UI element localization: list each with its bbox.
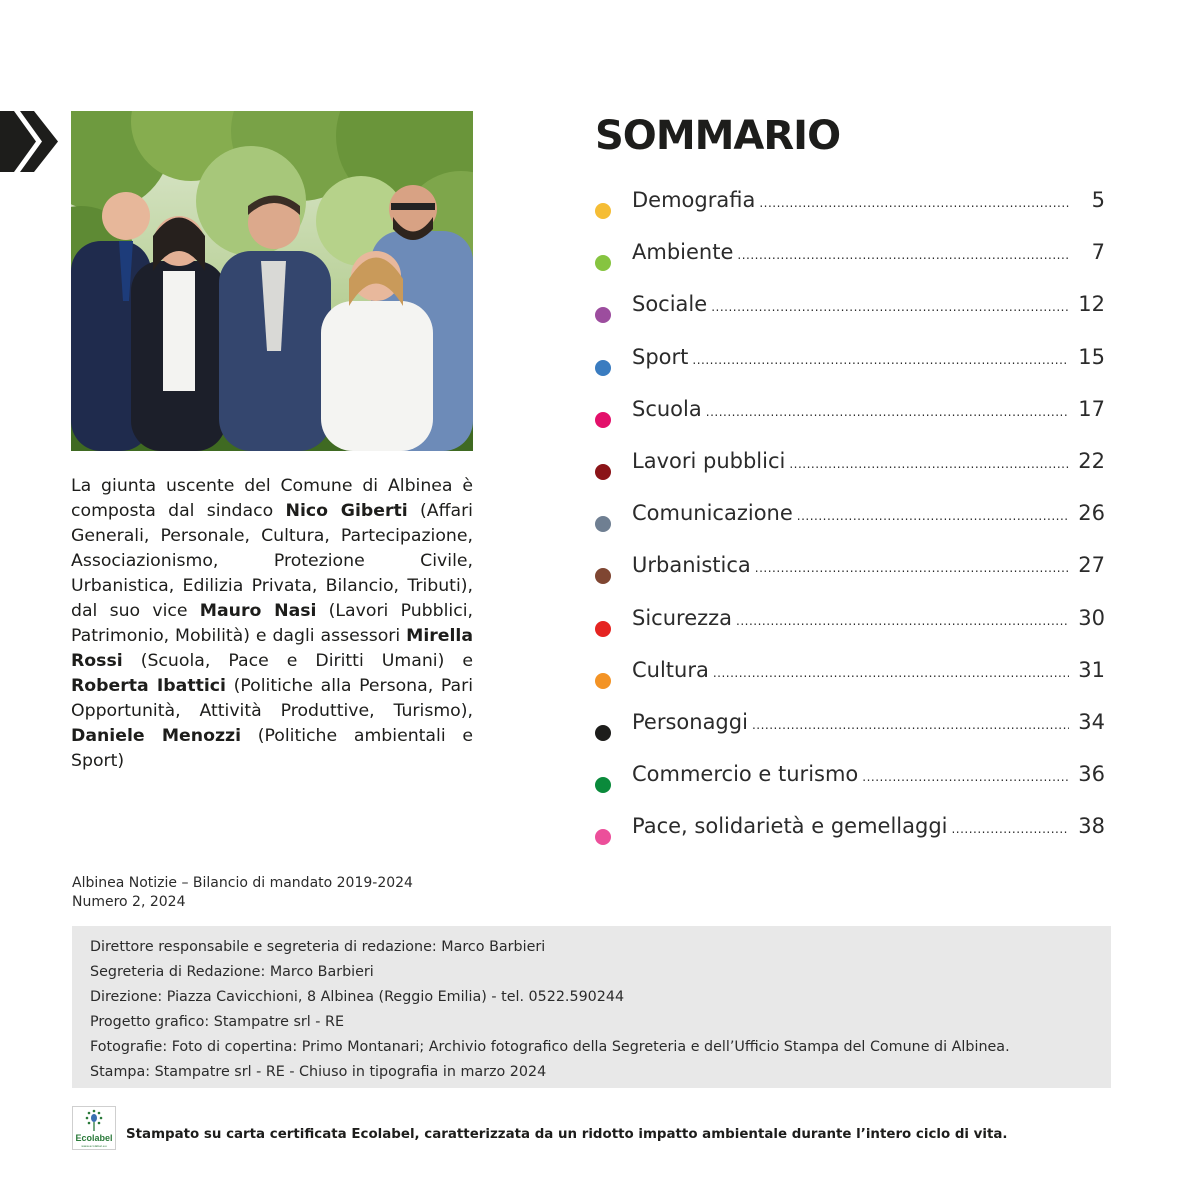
toc-entry-label: Demografia: [632, 188, 756, 212]
credit-line: Direttore responsabile e segreteria di redazione: Marco Barbieri: [90, 939, 546, 955]
toc-entry-label: Commercio e turismo: [632, 762, 859, 787]
toc-page-number: 27: [1078, 553, 1105, 578]
toc-page-number: 7: [1091, 240, 1105, 265]
credit-line: Stampa: Stampatre srl - RE - Chiuso in tipografia in marzo 2024: [90, 1064, 547, 1080]
dotted-leader: [862, 770, 1069, 784]
toc-entry-label: Comunicazione: [632, 501, 793, 526]
bullet-dot-icon: [595, 307, 611, 323]
toc-page-number: 17: [1078, 396, 1105, 421]
publication-title: Albinea Notizie – Bilancio di mandato 2019-2024: [72, 875, 413, 891]
toc-entry-label: Sicurezza: [632, 605, 733, 630]
imprint: [72, 874, 413, 912]
bullet-dot-icon: [595, 203, 611, 219]
toc-entry[interactable]: [595, 814, 1105, 866]
dotted-leader: [951, 822, 1069, 836]
ecolabel-logo-text: Ecolabel: [75, 1133, 113, 1143]
toc-entry[interactable]: [595, 292, 1105, 344]
dotted-leader: [737, 248, 1069, 262]
toc-page-number: 22: [1078, 448, 1105, 473]
caption-text: La giunta uscente del Comune di Albinea è composta dal sindaco: [71, 476, 473, 521]
toc-page-number: 30: [1078, 605, 1105, 630]
dotted-leader: [692, 353, 1069, 367]
toc-entry-label: Sport: [632, 344, 689, 369]
credit-line: Progetto grafico: Stampatre srl - RE: [90, 1014, 344, 1030]
councillor-name: Daniele Menozzi: [71, 726, 241, 746]
toc-entry[interactable]: [595, 188, 1105, 240]
vice-mayor-name: Mauro Nasi: [199, 601, 317, 621]
councillor-name: Mirella Rossi: [71, 626, 473, 671]
ecolabel-note: Stampato su carta certificata Ecolabel, caratterizzata da un ridotto impatto ambientale durante l’intero ciclo di vita.: [126, 1127, 1008, 1142]
toc-entry[interactable]: [595, 449, 1105, 501]
photo-caption: [71, 474, 473, 774]
group-photo: [71, 111, 473, 451]
caption-text: (Scuola, Pace e Diritti Umani) e: [122, 651, 473, 671]
issue-number: Numero 2, 2024: [72, 894, 186, 910]
mayor-name: Nico Giberti: [285, 501, 408, 521]
toc-entry[interactable]: [595, 606, 1105, 658]
bullet-dot-icon: [595, 464, 611, 480]
dotted-leader: [752, 718, 1069, 732]
dotted-leader: [789, 457, 1069, 471]
toc-page-number: 36: [1078, 762, 1105, 787]
toc-entry[interactable]: [595, 345, 1105, 397]
bullet-dot-icon: [595, 412, 611, 428]
dotted-leader: [797, 509, 1069, 523]
toc-entry-label: Urbanistica: [632, 553, 751, 578]
toc-entry[interactable]: [595, 762, 1105, 814]
eu-flower-icon: [73, 1107, 115, 1133]
toc-page-number: 26: [1078, 501, 1105, 526]
toc-entry-label: Ambiente: [632, 240, 734, 265]
toc-page-number: 38: [1078, 814, 1105, 839]
page-title: SOMMARIO: [595, 113, 841, 159]
toc-entry-label: Cultura: [632, 657, 709, 682]
double-chevron-icon: [0, 111, 58, 172]
credit-line: Segreteria di Redazione: Marco Barbieri: [90, 964, 374, 980]
toc-entry[interactable]: [595, 710, 1105, 762]
dotted-leader: [755, 561, 1069, 575]
toc-entry[interactable]: [595, 397, 1105, 449]
bullet-dot-icon: [595, 777, 611, 793]
caption-text: (Affari Generali, Personale, Cultura, Partecipazione, Associazionismo, Protezione Civile, Urbanistica, Edilizia Privata, Bilancio, Tributi), dal suo vice: [71, 501, 473, 621]
caption-text: (Lavori Pubblici, Patrimonio, Mobilità) e dagli assessori: [71, 601, 473, 646]
toc-page-number: 31: [1078, 657, 1105, 682]
bullet-dot-icon: [595, 673, 611, 689]
bullet-dot-icon: [595, 725, 611, 741]
toc-entry-label: Personaggi: [632, 709, 748, 734]
caption-text: (Politiche alla Persona, Pari Opportunità, Attività Produttive, Turismo),: [71, 676, 474, 721]
dotted-leader: [759, 196, 1069, 210]
bullet-dot-icon: [595, 621, 611, 637]
toc-entry-label: Scuola: [632, 396, 702, 421]
table-of-contents: [595, 188, 1105, 866]
dotted-leader: [711, 300, 1069, 314]
councillor-name: Roberta Ibattici: [71, 676, 226, 696]
credit-line: Direzione: Piazza Cavicchioni, 8 Albinea (Reggio Emilia) - tel. 0522.590244: [90, 989, 625, 1005]
credit-line: Fotografie: Foto di copertina: Primo Montanari; Archivio fotografico della Segreteria e dell’Ufficio Stampa del Comune di Albinea.: [90, 1039, 1010, 1055]
bullet-dot-icon: [595, 516, 611, 532]
dotted-leader: [713, 666, 1069, 680]
dotted-leader: [736, 614, 1069, 628]
toc-entry[interactable]: [595, 553, 1105, 605]
credits-box: [72, 926, 1111, 1088]
toc-entry[interactable]: [595, 240, 1105, 292]
dotted-leader: [706, 405, 1069, 419]
toc-page-number: 5: [1091, 188, 1105, 212]
toc-entry[interactable]: [595, 658, 1105, 710]
toc-page-number: 15: [1078, 344, 1105, 369]
toc-entry[interactable]: [595, 501, 1105, 553]
ecolabel-logo-url: www.ecolabel.eu: [81, 1144, 107, 1148]
toc-entry-label: Sociale: [632, 292, 708, 317]
ecolabel-logo: [72, 1106, 116, 1150]
toc-entry-label: Pace, solidarietà e gemellaggi: [632, 814, 948, 839]
bullet-dot-icon: [595, 829, 611, 845]
bullet-dot-icon: [595, 568, 611, 584]
toc-entry-label: Lavori pubblici: [632, 448, 786, 473]
bullet-dot-icon: [595, 360, 611, 376]
caption-text: (Politiche ambientali e Sport): [71, 726, 473, 771]
group-photo-icon: [71, 111, 473, 451]
bullet-dot-icon: [595, 255, 611, 271]
toc-page-number: 34: [1078, 709, 1105, 734]
toc-page-number: 12: [1078, 292, 1105, 317]
